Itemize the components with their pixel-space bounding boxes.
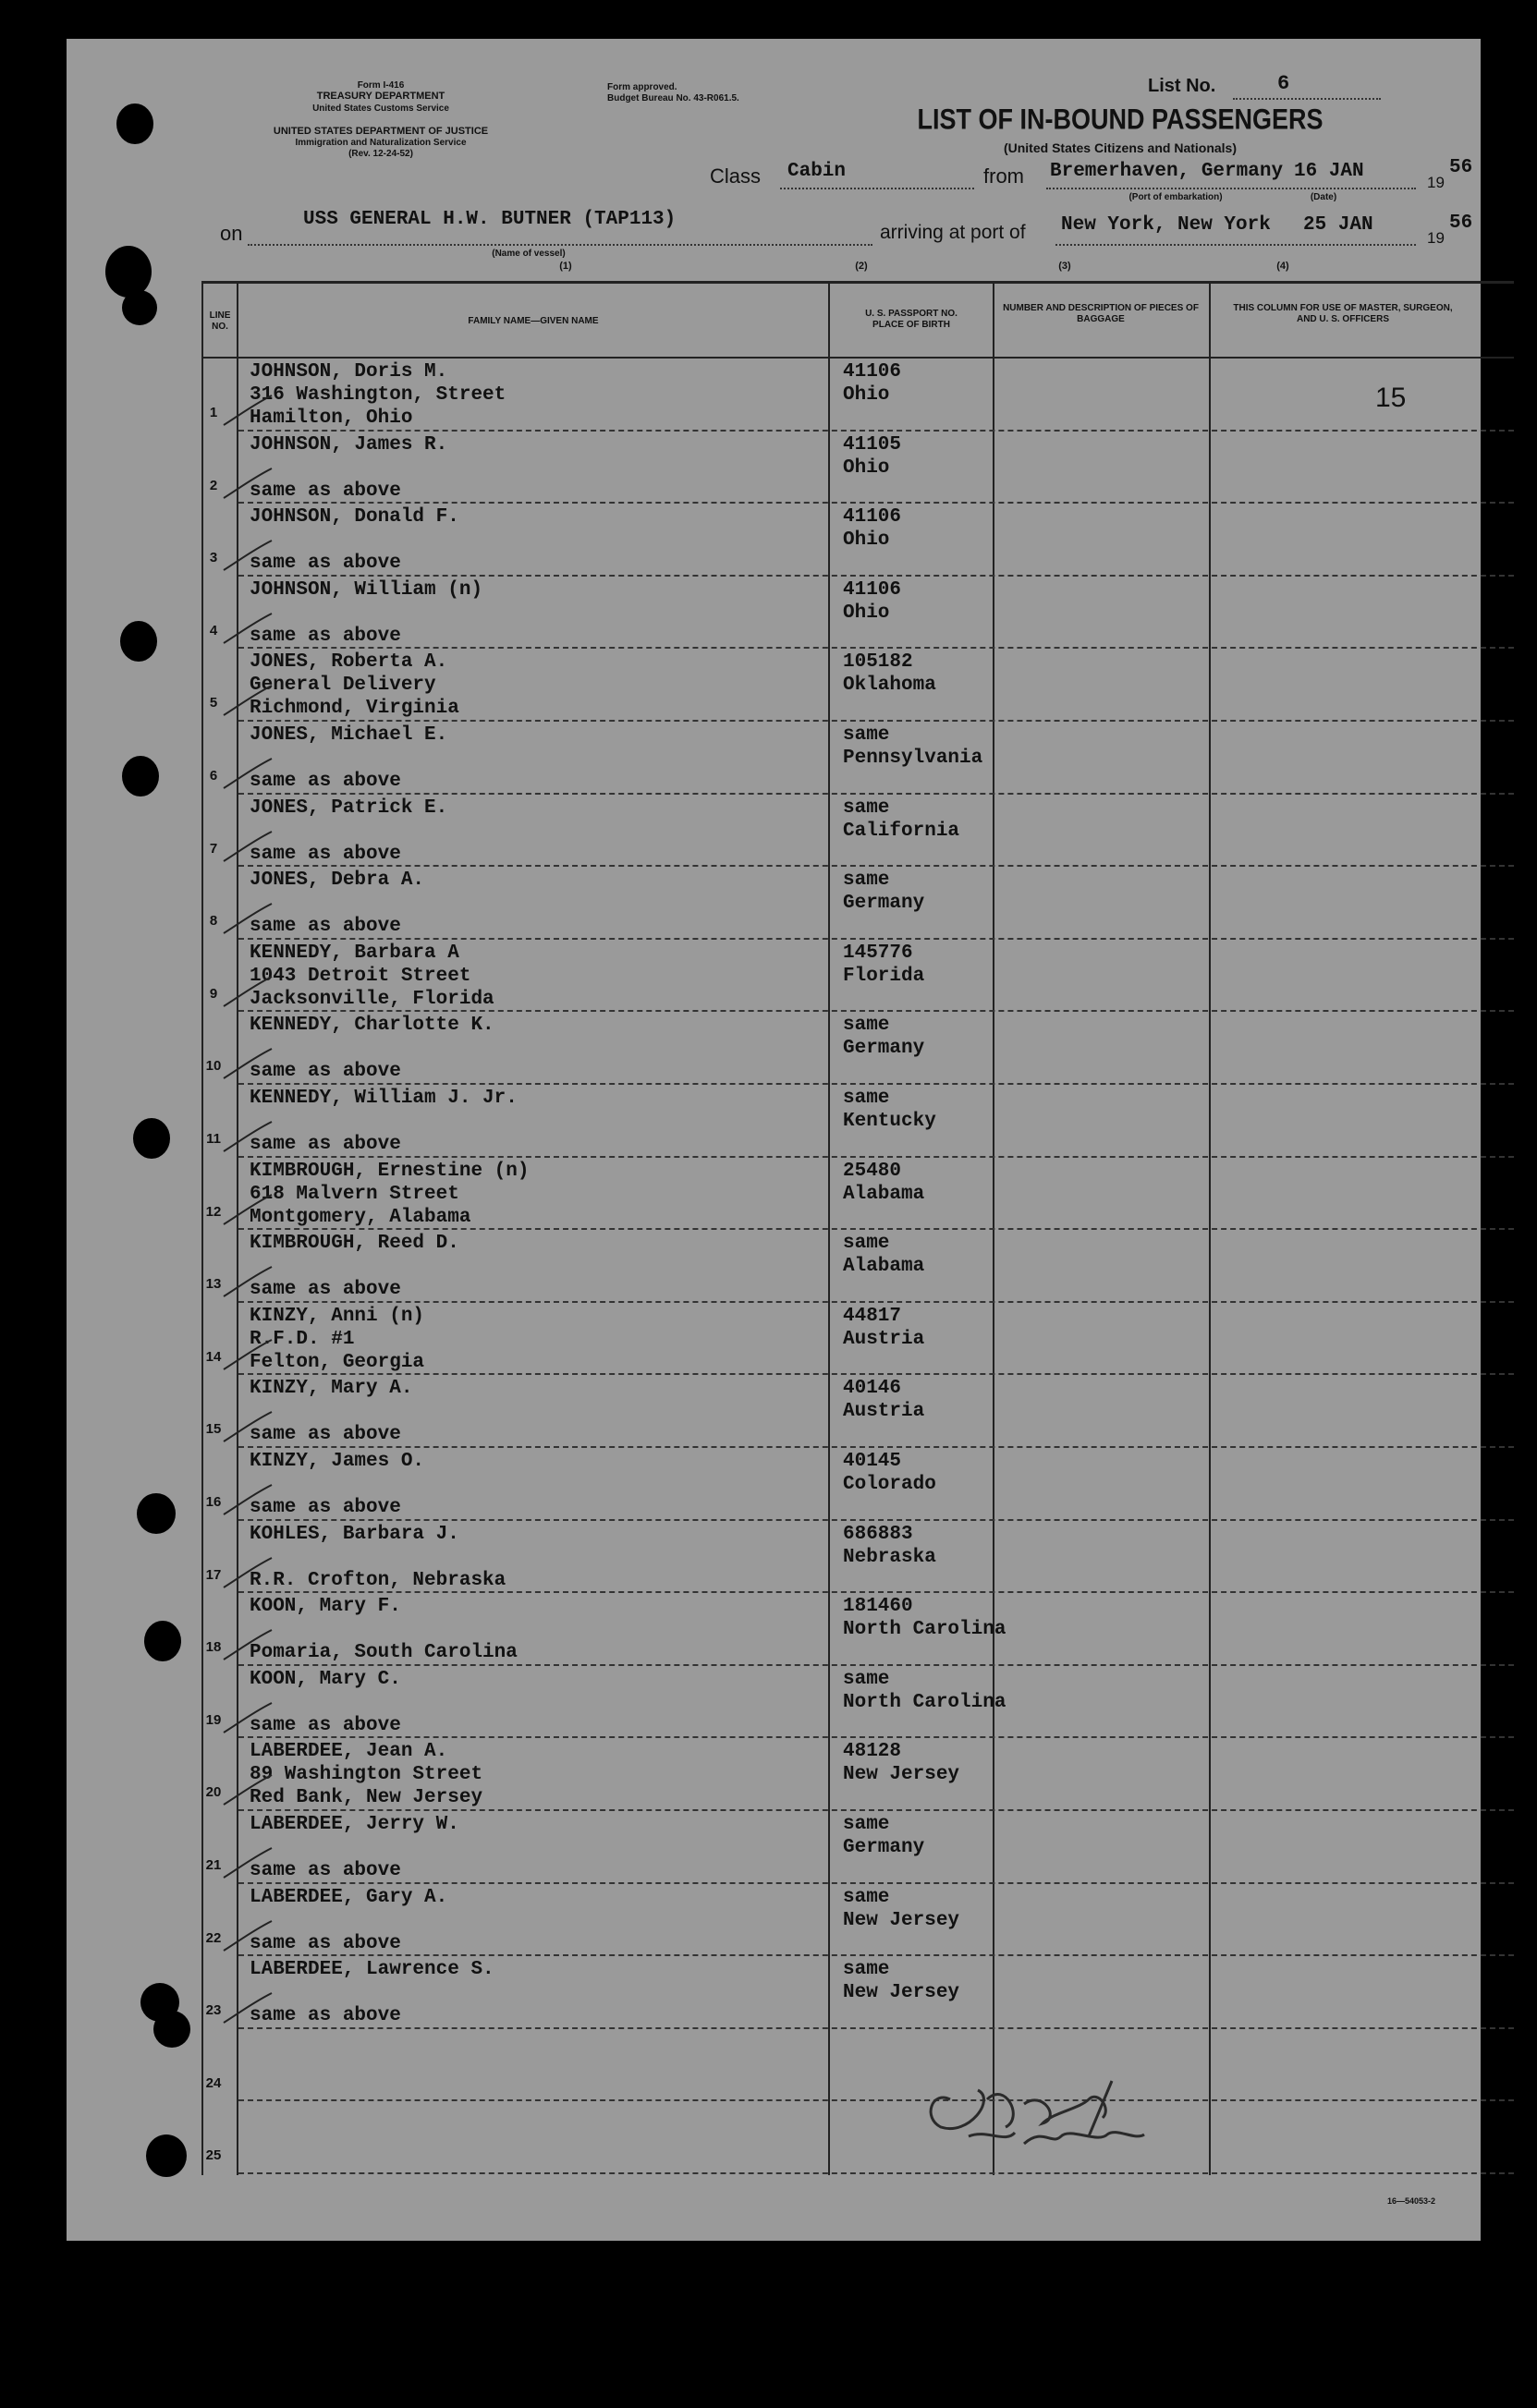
passenger-name-address: LABERDEE, Lawrence S. same as above	[250, 1959, 494, 2027]
passport-birthplace: 41106 Ohio	[843, 506, 902, 552]
line-number: 6	[209, 768, 218, 784]
passport-birthplace: 105182 Oklahoma	[843, 651, 936, 697]
line-number: 24	[205, 2074, 222, 2091]
year-1: 56	[1449, 157, 1473, 178]
vessel-caption: (Name of vessel)	[492, 249, 566, 259]
check-mark	[220, 1118, 275, 1155]
passenger-name-address: JONES, Debra A. same as above	[250, 870, 425, 938]
ins-service: Immigration and Naturalization Service	[295, 138, 467, 148]
line-number: 15	[205, 1421, 222, 1438]
line-number: 19	[205, 1711, 222, 1728]
punch-hole	[120, 621, 157, 662]
check-mark	[220, 1045, 275, 1082]
class-label: Class	[710, 164, 762, 188]
line-number: 9	[209, 985, 218, 1002]
arrival-underline	[1055, 244, 1416, 246]
passenger-name-address: JONES, Michael E. same as above	[250, 724, 448, 792]
passport-birthplace: 48128 New Jersey	[843, 1741, 960, 1786]
row-divider	[238, 1446, 1514, 1448]
punch-hole	[122, 756, 159, 797]
passport-birthplace: 40146 Austria	[843, 1378, 925, 1423]
col-index-4: (4)	[1276, 261, 1289, 272]
list-label: List No.	[1148, 76, 1216, 96]
passport-birthplace: same Germany	[843, 1015, 925, 1060]
passenger-name-address: KIMBROUGH, Ernestine (n) 618 Malvern Street Montgomery, Alabama	[250, 1160, 530, 1228]
check-mark	[220, 755, 275, 792]
passenger-name-address: KOON, Mary F. Pomaria, South Carolina	[250, 1596, 518, 1664]
row-divider	[238, 2172, 1514, 2174]
line-number: 17	[205, 1566, 222, 1583]
year-2: 56	[1449, 213, 1473, 234]
passenger-name-address: LABERDEE, Jean A. 89 Washington Street Red Bank, New Jersey	[250, 1741, 483, 1809]
check-mark	[220, 610, 275, 647]
passenger-name-address: LABERDEE, Jerry W. same as above	[250, 1814, 459, 1881]
col-header-passport: U. S. PASSPORT NO. PLACE OF BIRTH	[865, 309, 958, 330]
row-divider	[238, 1736, 1514, 1738]
passenger-table	[201, 281, 1514, 2175]
punch-hole	[137, 1493, 176, 1534]
year-prefix-1: 19	[1427, 174, 1445, 191]
port-caption: (Port of embarkation)	[1128, 192, 1223, 202]
arrival-port: New York, New York	[1061, 214, 1271, 236]
passenger-name-address: KOHLES, Barbara J. R.R. Crofton, Nebraska	[250, 1523, 506, 1591]
line-number: 23	[205, 2002, 222, 2019]
line-number: 3	[209, 550, 218, 566]
row-divider	[238, 938, 1514, 940]
passport-birthplace: 41105 Ohio	[843, 433, 902, 479]
passenger-name-address: JOHNSON, Doris M. 316 Washington, Street Hamilton, Ohio	[250, 361, 506, 429]
punch-hole	[116, 103, 153, 144]
embark-underline	[1046, 188, 1416, 189]
arrival-date: 25 JAN	[1303, 214, 1373, 236]
line-number: 8	[209, 913, 218, 930]
col-index-2: (2)	[855, 261, 868, 272]
passenger-name-address: KINZY, Mary A. same as above	[250, 1378, 413, 1446]
class-underline	[780, 188, 974, 189]
manifest-subtitle: (United States Citizens and Nationals)	[1003, 140, 1238, 155]
passenger-name-address: KENNEDY, Charlotte K. same as above	[250, 1015, 494, 1083]
passenger-name-address: KIMBROUGH, Reed D. same as above	[250, 1233, 459, 1301]
table-top-border	[201, 281, 1514, 284]
vessel-name: USS GENERAL H.W. BUTNER (TAP113)	[303, 209, 677, 230]
check-mark	[220, 828, 275, 865]
passport-birthplace: same New Jersey	[843, 1959, 960, 2004]
punch-hole	[122, 290, 157, 325]
passenger-name-address: KOON, Mary C. same as above	[250, 1668, 401, 1736]
revision: (Rev. 12-24-52)	[348, 149, 413, 159]
passport-birthplace: 145776 Florida	[843, 942, 925, 987]
punch-hole	[144, 1621, 181, 1661]
passenger-name-address: JONES, Patrick E. same as above	[250, 797, 448, 865]
line-number: 5	[209, 695, 218, 711]
col-header-line-no: LINE NO.	[209, 310, 231, 332]
check-mark	[220, 973, 275, 1010]
passport-birthplace: same North Carolina	[843, 1668, 1006, 1713]
line-number: 16	[205, 1494, 222, 1510]
department: TREASURY DEPARTMENT	[316, 91, 445, 102]
line-number: 20	[205, 1784, 222, 1801]
col-header-officers: THIS COLUMN FOR USE OF MASTER, SURGEON, AND U. S. OFFICERS	[1233, 303, 1453, 324]
passport-birthplace: same Germany	[843, 870, 925, 915]
year-prefix-2: 19	[1427, 229, 1445, 247]
line-number: 2	[209, 477, 218, 493]
check-mark	[220, 1917, 275, 1954]
passenger-name-address: KENNEDY, Barbara A 1043 Detroit Street Jacksonville, Florida	[250, 942, 494, 1010]
check-mark	[220, 465, 275, 502]
on-label: on	[220, 222, 243, 245]
col-header-name: FAMILY NAME—GIVEN NAME	[468, 316, 599, 326]
approval-line-1: Form approved.	[607, 82, 677, 92]
check-mark	[220, 1989, 275, 2026]
check-mark	[220, 1626, 275, 1663]
passport-birthplace: same Kentucky	[843, 1088, 936, 1132]
date-caption: (Date)	[1310, 192, 1337, 202]
line-number: 12	[205, 1203, 222, 1220]
passport-birthplace: 686883 Nebraska	[843, 1523, 936, 1568]
line-number: 10	[205, 1058, 222, 1075]
col-index-1: (1)	[559, 261, 572, 272]
table-header-border	[201, 357, 1514, 359]
check-mark	[220, 682, 275, 719]
passenger-name-address: JOHNSON, William (n) same as above	[250, 578, 483, 647]
line-number: 14	[205, 1348, 222, 1365]
check-mark	[220, 1699, 275, 1736]
passport-birthplace: same Germany	[843, 1814, 925, 1858]
row-divider	[238, 1373, 1514, 1375]
class-value: Cabin	[787, 161, 847, 182]
passenger-name-address: JOHNSON, Donald F. same as above	[250, 506, 459, 575]
row-divider	[238, 1519, 1514, 1521]
line-number: 11	[206, 1131, 221, 1147]
passenger-name-address: KINZY, Anni (n) R.F.D. #1 Felton, Georgia	[250, 1305, 425, 1373]
officer-signature	[913, 2062, 1218, 2173]
check-mark	[220, 392, 275, 429]
line-number: 1	[209, 405, 218, 420]
manifest-sheet	[67, 39, 1481, 2241]
line-number: 22	[205, 1929, 222, 1946]
passport-birthplace: same Alabama	[843, 1233, 925, 1278]
passport-birthplace: 41106 Ohio	[843, 578, 902, 624]
passport-birthplace: 41106 Ohio	[843, 361, 902, 406]
manifest-title: LIST OF IN-BOUND PASSENGERS	[917, 103, 1324, 136]
passenger-name-address: JOHNSON, James R. same as above	[250, 433, 448, 502]
check-mark	[220, 1336, 275, 1373]
line-number: 18	[205, 1639, 222, 1656]
approval-line-2: Budget Bureau No. 43-R061.5.	[607, 93, 739, 103]
punch-hole	[105, 246, 152, 298]
check-mark	[220, 537, 275, 574]
officer-tally: 15	[1375, 383, 1407, 413]
col-index-3: (3)	[1058, 261, 1071, 272]
check-mark	[220, 1481, 275, 1518]
list-number: 6	[1277, 72, 1290, 95]
arriving-label: arriving at port of	[880, 222, 1026, 243]
passenger-name-address: JONES, Roberta A. General Delivery Richmond, Virginia	[250, 651, 459, 720]
line-number: 4	[209, 622, 218, 638]
check-mark	[220, 1771, 275, 1808]
embarkation-date: 16 JAN	[1294, 161, 1364, 182]
line-number: 25	[205, 2147, 222, 2164]
passport-birthplace: same California	[843, 797, 960, 842]
row-divider	[238, 2099, 1514, 2101]
check-mark	[220, 1263, 275, 1300]
passport-birthplace: 181460 North Carolina	[843, 1596, 1006, 1641]
passport-birthplace: 40145 Colorado	[843, 1451, 936, 1495]
punch-hole	[133, 1118, 170, 1159]
check-mark	[220, 1191, 275, 1228]
passport-birthplace: same Pennsylvania	[843, 724, 983, 769]
port-of-embarkation: Bremerhaven, Germany	[1050, 161, 1284, 182]
passenger-name-address: LABERDEE, Gary A. same as above	[250, 1886, 448, 1954]
punch-hole	[146, 2134, 187, 2177]
check-mark	[220, 1844, 275, 1881]
line-number: 7	[209, 840, 218, 857]
justice-department: UNITED STATES DEPARTMENT OF JUSTICE	[273, 126, 489, 137]
passport-birthplace: 44817 Austria	[843, 1305, 925, 1350]
form-number: Form I-416	[357, 80, 405, 91]
col-header-baggage: NUMBER AND DESCRIPTION OF PIECES OF BAGGAGE	[1003, 303, 1199, 324]
line-number: 21	[205, 1857, 222, 1873]
from-label: from	[983, 164, 1024, 188]
vessel-underline	[248, 244, 872, 246]
check-mark	[220, 900, 275, 937]
passport-birthplace: 25480 Alabama	[843, 1160, 925, 1205]
customs-service: United States Customs Service	[312, 103, 449, 114]
passport-birthplace: same New Jersey	[843, 1886, 960, 1931]
check-mark	[220, 1554, 275, 1591]
check-mark	[220, 1408, 275, 1445]
passenger-name-address: KINZY, James O. same as above	[250, 1451, 425, 1518]
footer-code: 16—54053-2	[1386, 2196, 1436, 2206]
line-number: 13	[205, 1276, 222, 1293]
passenger-name-address: KENNEDY, William J. Jr. same as above	[250, 1088, 518, 1155]
punch-hole	[153, 2011, 190, 2048]
list-no-underline	[1233, 98, 1381, 100]
